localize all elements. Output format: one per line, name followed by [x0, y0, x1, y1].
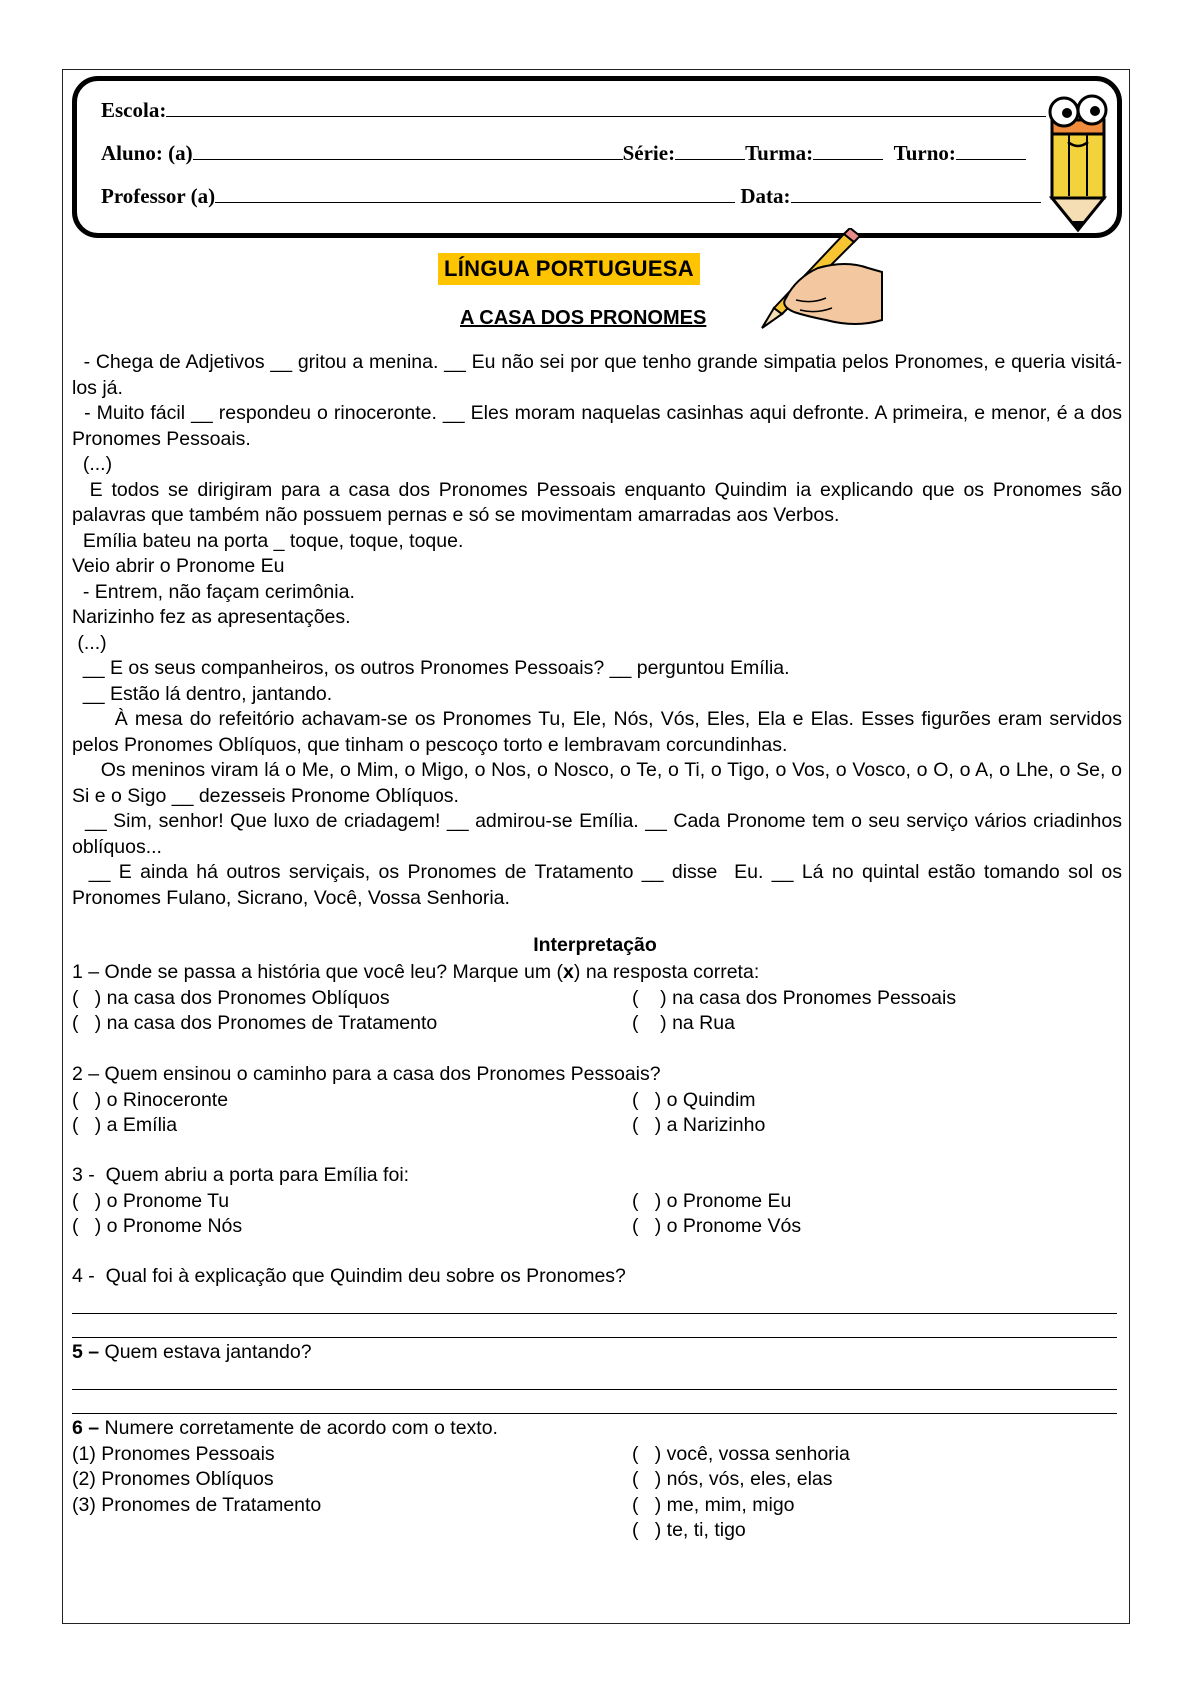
- professor-label: Professor (a): [101, 184, 216, 208]
- story-paragraph: - Entrem, não façam cerimônia.: [72, 580, 355, 603]
- professor-line: [101, 184, 1041, 209]
- q6-right-item[interactable]: ( ) te, ti, tigo: [632, 1519, 746, 1541]
- serie-label: Série:: [622, 141, 676, 165]
- q3-option[interactable]: ( ) o Pronome Eu: [632, 1189, 792, 1212]
- question-4: [72, 1264, 1122, 1338]
- story-paragraph: E todos se dirigiram para a casa dos Pronomes Pessoais enquanto Quindim ia explicando que os Pronomes são palavras que também não possuem pernas e só se movimentam amarradas aos Verbos.: [72, 478, 1128, 526]
- q6-number: 6 –: [72, 1417, 100, 1439]
- turno-field[interactable]: [956, 141, 1026, 160]
- q3-option[interactable]: ( ) o Pronome Nós: [72, 1215, 243, 1237]
- q6-left-item: (2) Pronomes Oblíquos: [72, 1468, 274, 1490]
- story-text: [72, 350, 1128, 911]
- q6-left-item: (1) Pronomes Pessoais: [72, 1442, 275, 1465]
- q1-option[interactable]: ( ) na casa dos Pronomes Oblíquos: [72, 986, 390, 1009]
- q2-option[interactable]: ( ) a Emília: [72, 1114, 178, 1136]
- aluno-label: Aluno: (a): [101, 141, 193, 165]
- question-3: [72, 1163, 1122, 1240]
- q5-text: Quem estava jantando?: [99, 1341, 312, 1363]
- answer-line[interactable]: [72, 1366, 1117, 1390]
- interpretacao-title: Interpretação: [533, 934, 657, 956]
- q1-text-before: 1 – Onde se passa a história que você leu? Marque um (: [72, 961, 564, 983]
- q3-text: 3 - Quem abriu a porta para Emília foi:: [72, 1164, 410, 1186]
- escola-label: Escola:: [101, 98, 167, 122]
- story-paragraph: - Muito fácil __ respondeu o rinoceronte. __ Eles moram naquelas casinhas aqui defronte. A primeira, e menor, é a dos Pronomes Pessoais.: [72, 402, 1128, 450]
- answer-line[interactable]: [72, 1390, 1117, 1414]
- question-5: [72, 1340, 1122, 1414]
- q6-text: Numere corretamente de acordo com o texto.: [99, 1417, 498, 1439]
- story-paragraph: Emília bateu na porta _ toque, toque, toque.: [72, 529, 464, 552]
- aluno-field[interactable]: [193, 141, 623, 160]
- story-paragraph: (...): [72, 453, 113, 475]
- q1-x-mark: x: [563, 961, 574, 983]
- story-paragraph: Veio abrir o Pronome Eu: [72, 555, 285, 577]
- q2-text: 2 – Quem ensinou o caminho para a casa dos Pronomes Pessoais?: [72, 1063, 661, 1085]
- story-paragraph: (...): [72, 631, 107, 654]
- header-box: [72, 76, 1122, 238]
- hand-writing-icon: [756, 228, 886, 333]
- q2-option[interactable]: ( ) o Quindim: [632, 1088, 756, 1111]
- pencil-mascot-icon: [1040, 90, 1118, 236]
- turma-field[interactable]: [813, 141, 883, 160]
- escola-line: [101, 98, 1046, 123]
- q6-left-item: (3) Pronomes de Tratamento: [72, 1493, 322, 1516]
- story-paragraph: __ Estão lá dentro, jantando.: [72, 682, 333, 705]
- data-label: Data:: [740, 184, 791, 208]
- subject-title: LÍNGUA PORTUGUESA: [438, 253, 700, 285]
- q5-number: 5 –: [72, 1341, 100, 1363]
- q1-text-after: ) na resposta correta:: [573, 961, 760, 983]
- q1-option[interactable]: ( ) na casa dos Pronomes de Tratamento: [72, 1012, 438, 1034]
- story-paragraph: __ E ainda há outros serviçais, os Pronomes de Tratamento __ disse Eu. __ Lá no quintal estão tomando sol os Pronomes Fulano, Sicrano, Você, Vossa Senhoria.: [72, 861, 1128, 909]
- q2-option[interactable]: ( ) o Rinoceronte: [72, 1088, 229, 1111]
- turma-label: Turma:: [745, 141, 814, 165]
- question-2: [72, 1062, 1122, 1139]
- q6-right-item[interactable]: ( ) me, mim, migo: [632, 1493, 795, 1516]
- q6-right-item[interactable]: ( ) nós, vós, eles, elas: [632, 1468, 833, 1490]
- turno-label: Turno:: [893, 141, 956, 165]
- q3-option[interactable]: ( ) o Pronome Vós: [632, 1215, 802, 1237]
- story-paragraph: Narizinho fez as apresentações.: [72, 606, 351, 628]
- q2-option[interactable]: ( ) a Narizinho: [632, 1114, 766, 1136]
- story-paragraph: À mesa do refeitório achavam-se os Pronomes Tu, Ele, Nós, Vós, Eles, Ela e Elas. Esses figurões eram servidos pelos Pronomes Oblíquos, que tinham o pescoço torto e lembravam corcundinhas.: [72, 708, 1128, 756]
- escola-field[interactable]: [166, 98, 1046, 117]
- question-6: [72, 1416, 1122, 1544]
- story-title: A CASA DOS PRONOMES: [460, 307, 707, 329]
- story-paragraph: Os meninos viram lá o Me, o Mim, o Migo, o Nos, o Nosco, o Te, o Ti, o Tigo, o Vos, o Vosco, o O, o A, o Lhe, o Se, o Si e o Sigo __ dezesseis Pronome Oblíquos.: [72, 759, 1128, 807]
- serie-field[interactable]: [675, 141, 745, 160]
- answer-line[interactable]: [72, 1314, 1117, 1338]
- q1-option[interactable]: ( ) na Rua: [632, 1012, 735, 1034]
- q6-right-item[interactable]: ( ) você, vossa senhoria: [632, 1442, 850, 1465]
- q1-option[interactable]: ( ) na casa dos Pronomes Pessoais: [632, 986, 957, 1009]
- q3-option[interactable]: ( ) o Pronome Tu: [72, 1189, 230, 1212]
- story-paragraph: - Chega de Adjetivos __ gritou a menina. __ Eu não sei por que tenho grande simpatia pelos Pronomes, e queria visitá-los já.: [72, 351, 1122, 399]
- aluno-line: [101, 141, 1026, 166]
- question-1: [72, 960, 1122, 1037]
- story-paragraph: __ E os seus companheiros, os outros Pronomes Pessoais? __ perguntou Emília.: [72, 657, 790, 679]
- q4-text: 4 - Qual foi à explicação que Quindim deu sobre os Pronomes?: [72, 1265, 626, 1287]
- q6-left-item: [72, 1518, 632, 1544]
- professor-field[interactable]: [215, 184, 735, 203]
- answer-line[interactable]: [72, 1290, 1117, 1314]
- data-field[interactable]: [791, 184, 1041, 203]
- story-paragraph: __ Sim, senhor! Que luxo de criadagem! __ admirou-se Emília. __ Cada Pronome tem o seu serviço vários criadinhos oblíquos...: [72, 810, 1128, 858]
